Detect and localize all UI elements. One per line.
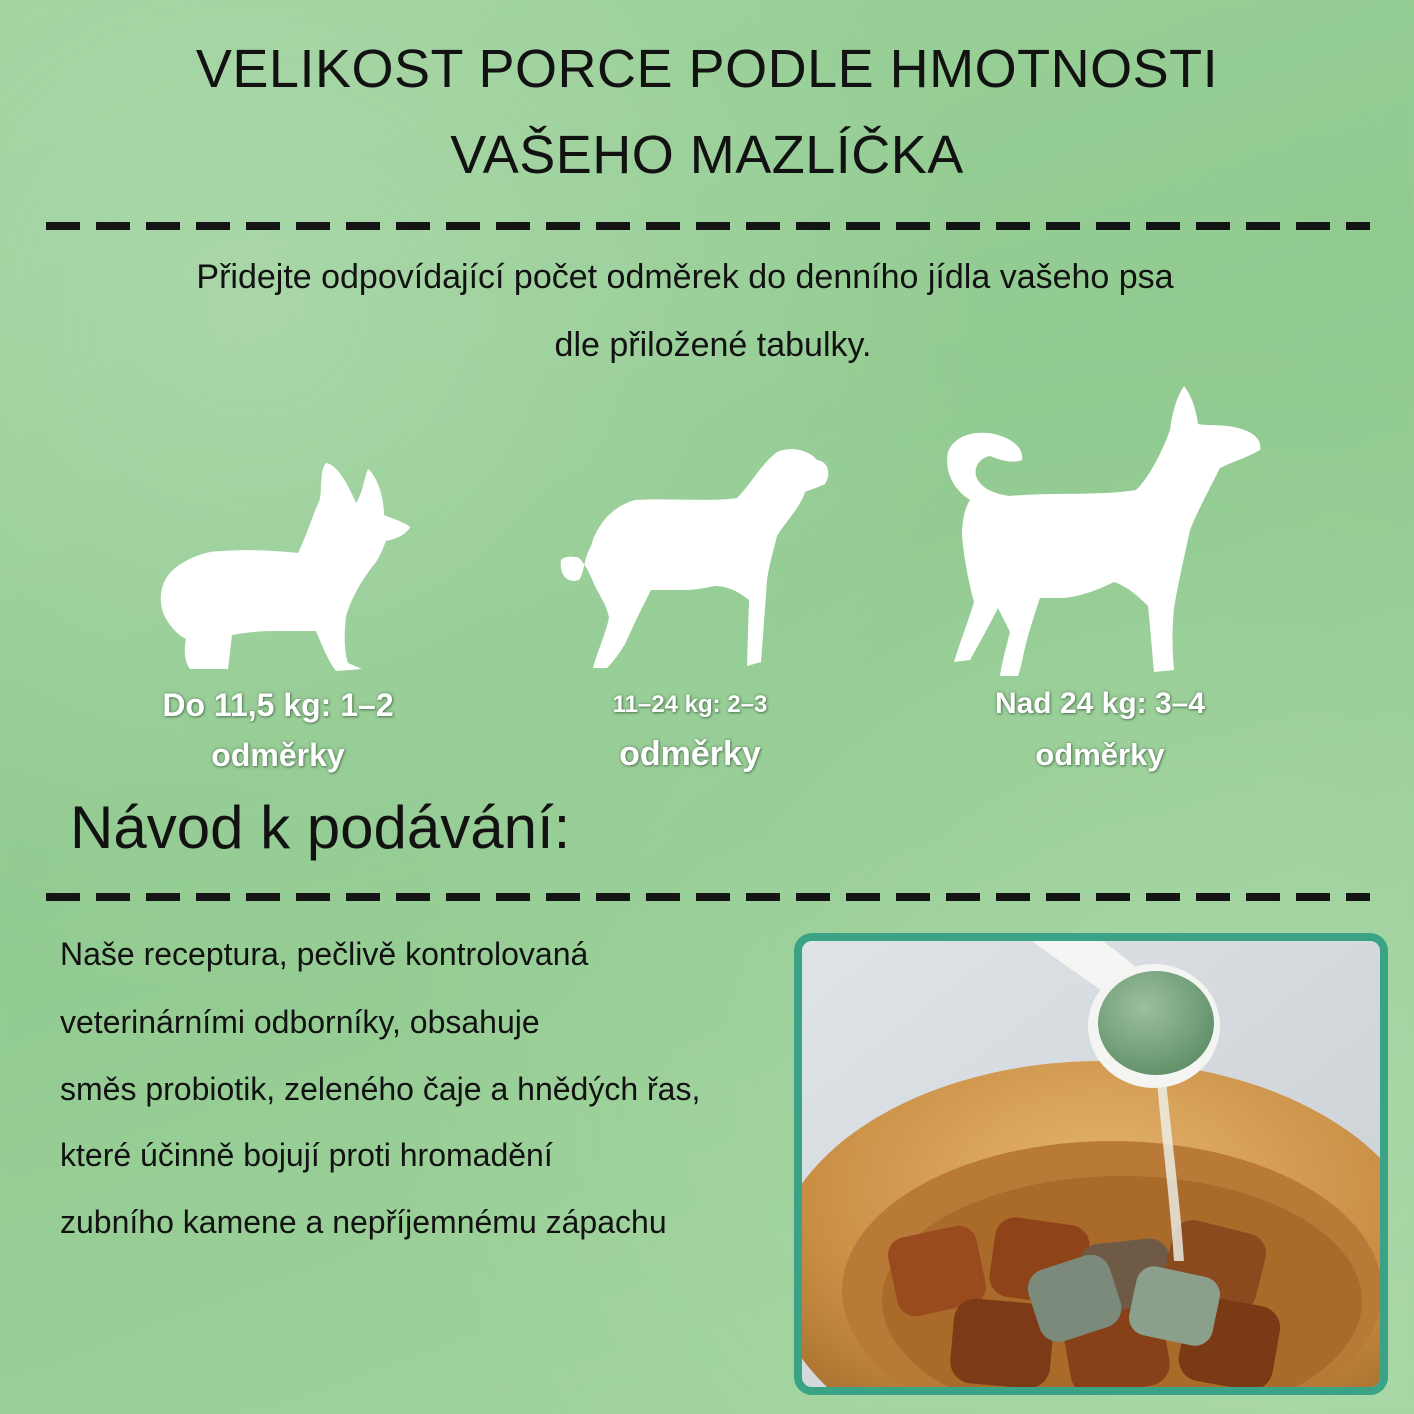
dosage-medium-unit: odměrky xyxy=(619,735,761,773)
dashed-divider xyxy=(46,893,1370,901)
page-title-line1: VELIKOST PORCE PODLE HMOTNOSTI xyxy=(195,39,1219,99)
dosage-medium xyxy=(540,689,840,771)
dosage-large-weight: Nad 24 kg: 3–4 xyxy=(994,687,1206,720)
large-dog-icon xyxy=(940,380,1270,680)
dosage-small xyxy=(128,689,428,771)
small-dog-icon xyxy=(150,455,420,675)
dosage-small-unit: odměrky xyxy=(211,737,345,773)
instructions-line: veterinárními odborníky, obsahuje xyxy=(60,1004,540,1040)
dosage-large xyxy=(950,689,1250,770)
dashed-divider xyxy=(46,222,1370,230)
page-title-line2: VAŠEHO MAZLÍČKA xyxy=(450,125,964,185)
instructions-line: směs probiotik, zeleného čaje a hnědých řas, xyxy=(60,1071,701,1107)
intro-line1: Přidejte odpovídající počet odměrek do denního jídla vašeho psa xyxy=(196,258,1174,296)
instructions-heading: Návod k podávání: xyxy=(70,794,571,861)
instructions-line: Naše receptura, pečlivě kontrolovaná xyxy=(60,936,589,972)
medium-dog-icon xyxy=(555,440,835,675)
instructions-line: které účinně bojují proti hromadění xyxy=(60,1137,553,1173)
dosage-large-unit: odměrky xyxy=(1035,737,1165,772)
powder-scoop-over-bowl-photo xyxy=(794,933,1388,1395)
intro-line2: dle přiložené tabulky. xyxy=(554,326,872,364)
dosage-medium-weight: 11–24 kg: 2–3 xyxy=(612,691,768,718)
dosage-small-weight: Do 11,5 kg: 1–2 xyxy=(162,687,394,723)
instructions-line: zubního kamene a nepříjemnému zápachu xyxy=(60,1204,667,1240)
